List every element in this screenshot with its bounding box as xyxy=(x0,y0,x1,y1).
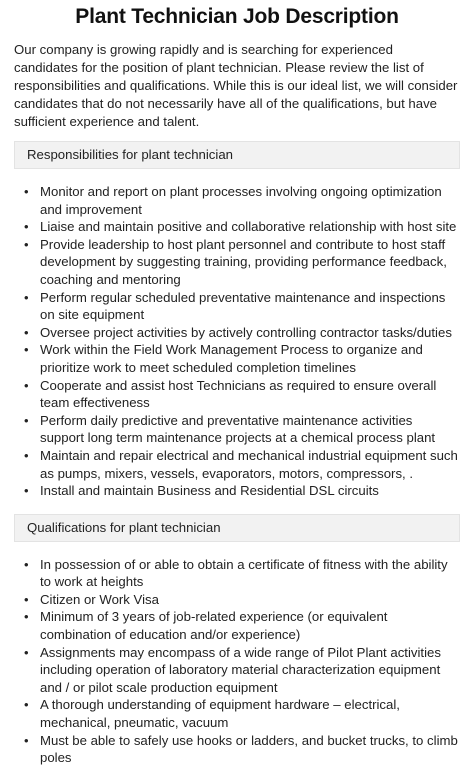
bullet-icon: • xyxy=(24,591,29,607)
list-item xyxy=(14,447,460,482)
list-item-text: Install and maintain Business and Residential DSL circuits xyxy=(40,483,379,499)
list-item xyxy=(14,591,460,609)
list-item xyxy=(14,218,460,236)
bullet-icon: • xyxy=(24,483,29,499)
list-item xyxy=(14,608,460,643)
list-item xyxy=(14,556,460,591)
list-item xyxy=(14,324,460,342)
list-item-text: Provide leadership to host plant personnel and contribute to host staff development by suggesting training, providing performance feedback, coaching and mentoring xyxy=(40,236,447,287)
list-item xyxy=(14,644,460,697)
bullet-icon: • xyxy=(24,342,29,358)
list-item-text: In possession of or able to obtain a certificate of fitness with the ability to work at heights xyxy=(40,556,448,590)
page-title: Plant Technician Job Description xyxy=(75,5,399,28)
bullet-icon: • xyxy=(24,697,29,713)
list-item xyxy=(14,236,460,289)
bullet-icon: • xyxy=(24,377,29,393)
intro-paragraph: Our company is growing rapidly and is searching for experienced candidates for the position of plant technician. Please review the list of responsibilities and qualifications. While this is our ideal list, we will consider candidates that do not necessarily have all of the qualifications, but have sufficient experience and talent. xyxy=(14,42,458,129)
bullet-icon: • xyxy=(24,732,29,748)
list-item-text: Minimum of 3 years of job-related experience (or equivalent combination of education and/or experience) xyxy=(40,609,388,643)
responsibilities-list xyxy=(14,183,460,500)
list-item xyxy=(14,732,460,767)
list-item-text: Maintain and repair electrical and mechanical industrial equipment such as pumps, mixers, vessels, evaporators, motors, compressors, . xyxy=(40,447,458,481)
list-item-text: Perform daily predictive and preventative maintenance activities support long term maintenance projects at a chemical process plant xyxy=(40,412,436,446)
list-item xyxy=(14,377,460,412)
bullet-icon: • xyxy=(24,236,29,252)
list-item-text: Assignments may encompass of a wide range of Pilot Plant activities including operation of laboratory material characterization equipment and / or pilot scale production equipment xyxy=(40,644,441,695)
list-item-text: Monitor and report on plant processes involving ongoing optimization and improvement xyxy=(40,184,442,217)
bullet-icon: • xyxy=(24,556,29,572)
list-item-text: Perform regular scheduled preventative maintenance and inspections on site equipment xyxy=(40,289,446,323)
bullet-icon: • xyxy=(24,184,29,199)
responsibilities-heading: Responsibilities for plant technician xyxy=(14,141,460,169)
bullet-icon: • xyxy=(24,219,29,235)
list-item-text: Oversee project activities by actively controlling contractor tasks/duties xyxy=(40,324,452,340)
bullet-icon: • xyxy=(24,324,29,340)
bullet-icon: • xyxy=(24,609,29,625)
qualifications-heading: Qualifications for plant technician xyxy=(14,514,460,542)
bullet-icon: • xyxy=(24,447,29,463)
bullet-icon: • xyxy=(24,412,29,428)
list-item-text: Liaise and maintain positive and collaborative relationship with host site xyxy=(40,219,457,235)
list-item xyxy=(14,696,460,731)
list-item xyxy=(14,341,460,376)
list-item xyxy=(14,482,460,500)
list-item xyxy=(14,183,460,218)
list-item-text: Work within the Field Work Management Process to organize and prioritize work to meet scheduled completion timelines xyxy=(40,342,423,375)
bullet-icon: • xyxy=(24,289,29,305)
list-item xyxy=(14,289,460,324)
bullet-icon: • xyxy=(24,644,29,660)
list-item-text: Cooperate and assist host Technicians as required to ensure overall team effectiveness xyxy=(40,377,437,411)
list-item xyxy=(14,412,460,447)
qualifications-list xyxy=(14,556,460,767)
list-item-text: Must be able to safely use hooks or ladders, and bucket trucks, to climb poles xyxy=(40,732,458,766)
list-item-text: A thorough understanding of equipment hardware – electrical, mechanical, pneumatic, vacuum xyxy=(40,697,400,731)
list-item-text: Citizen or Work Visa xyxy=(40,591,159,607)
